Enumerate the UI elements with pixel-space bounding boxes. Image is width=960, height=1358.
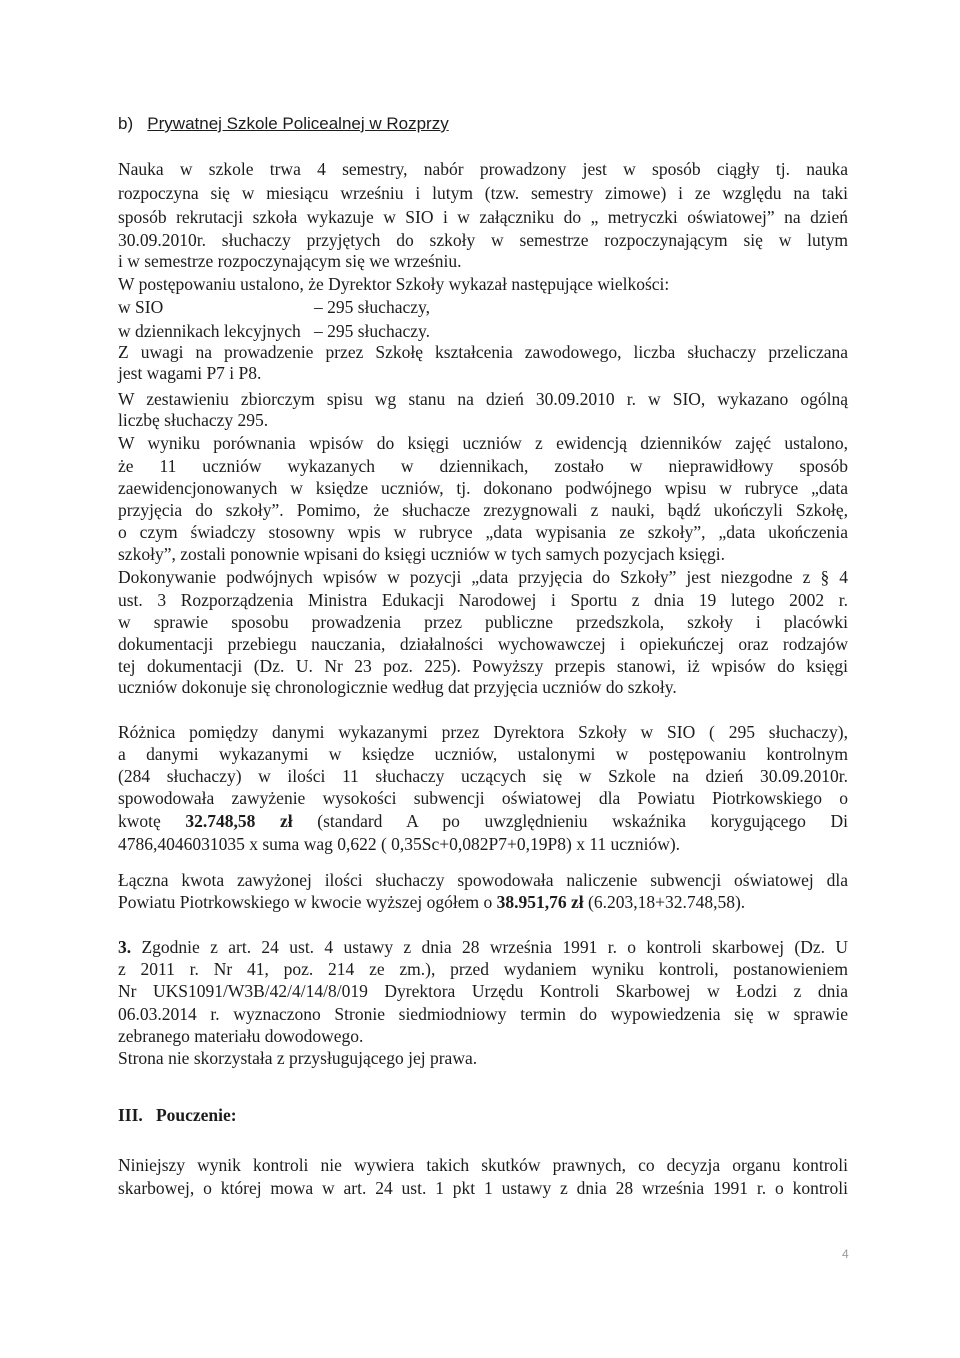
amount-bold: 32.748,58 zł <box>185 811 293 831</box>
section-iii-title: Pouczenie: <box>155 1105 237 1125</box>
paragraph-line: Łączna kwota zawyżonej ilości słuchaczy spowodowała naliczenie subwencji oświatowej dla <box>118 870 848 890</box>
paragraph-line: Nauka w szkole trwa 4 semestry, nabór prowadzony jest w sposób ciągły tj. nauka <box>118 159 848 179</box>
paragraph-line <box>118 810 848 832</box>
table-row <box>118 296 848 318</box>
page-number: 4 <box>842 1247 849 1261</box>
paragraph-line: skarbowej, o której mowa w art. 24 ust. 1 pkt 1 ustawy z dnia 28 września 1991 r. o kontroli <box>118 1178 848 1198</box>
paragraph-line: 4786,4046031035 x suma wag 0,622 ( 0,35Sc+0,082P7+0,19P8) x 11 uczniów). <box>118 834 681 854</box>
paragraph-line: dokumentacji przebiegu nauczania, działalności wychowawczej i opiekuńczej oraz rodzajów <box>118 634 848 654</box>
paragraph-line: a danymi wykazanymi w księdze uczniów, ustalonymi w postępowaniu kontrolnym <box>118 744 848 764</box>
section-iii-heading <box>118 1104 848 1126</box>
section-b-prefix: b) <box>118 114 134 133</box>
text-run: (6.203,18+32.748,58). <box>583 892 746 912</box>
paragraph-line: liczbę słuchaczy 295. <box>118 410 269 430</box>
paragraph-line: spowodowała zawyżenie wysokości subwencji oświatowej dla Powiatu Piotrkowskiego o <box>118 788 848 808</box>
paragraph-line: uczniów dokonuje się chronologicznie według dat przyjęcia uczniów do szkoły. <box>118 677 677 697</box>
paragraph-line: Dokonywanie podwójnych wpisów w pozycji „data przyjęcia do Szkoły” jest niezgodne z § 4 <box>118 567 848 587</box>
paragraph-line: przyjęcia do szkoły”. Pomimo, że słuchacze zrezygnowali z nauki, bądź ukończyli Szkołę, <box>118 500 848 520</box>
paragraph-line: szkoły”, zostali ponownie wpisani do księgi uczniów w tych samych pozycjach księgi. <box>118 544 726 564</box>
paragraph-line: jest wagami P7 i P8. <box>118 363 262 383</box>
table-label: w SIO <box>118 297 164 317</box>
paragraph-line: że 11 uczniów wykazanych w dziennikach, zostało w nieprawidłowy sposób <box>118 456 848 476</box>
paragraph-line: Strona nie skorzystała z przysługującego jej prawa. <box>118 1048 478 1068</box>
amount-bold: 38.951,76 zł <box>496 892 584 912</box>
section-b-heading <box>118 113 848 135</box>
paragraph-line: Z uwagi na prowadzenie przez Szkołę kształcenia zawodowego, liczba słuchaczy przeliczana <box>118 342 848 362</box>
paragraph-line: rozpoczyna się w miesiącu wrześniu i lutym (tzw. semestry zimowe) i ze względu na taki <box>118 183 848 203</box>
paragraph-line: (284 słuchaczy) w ilości 11 słuchaczy uczących się w Szkole na dzień 30.09.2010r. <box>118 766 848 786</box>
paragraph-line: i w semestrze rozpoczynającym się we wrześniu. <box>118 251 462 271</box>
table-value: – 295 słuchaczy, <box>314 297 430 317</box>
paragraph-line: w sprawie sposobu prowadzenia przez publiczne przedszkola, szkoły i placówki <box>118 612 848 632</box>
table-label: w dziennikach lekcyjnych <box>118 321 301 341</box>
section-b-title: Prywatnej Szkole Policealnej w Rozprzy <box>147 114 449 133</box>
paragraph-line: 30.09.2010r. słuchaczy przyjętych do szkoły w semestrze rozpoczynającym się w lutym <box>118 230 848 250</box>
point-number: 3. <box>118 937 132 957</box>
paragraph-line: z 2011 r. Nr 41, poz. 214 ze zm.), przed wydaniem wyniku kontroli, postanowieniem <box>118 959 848 979</box>
paragraph-line: 06.03.2014 r. wyznaczono Stronie siedmiodniowy termin do wypowiedzenia się w sprawie <box>118 1004 848 1024</box>
paragraph-line: Nr UKS1091/W3B/42/4/14/8/019 Dyrektora Urzędu Kontroli Skarbowej w Łodzi z dnia <box>118 981 848 1001</box>
table-row <box>118 320 848 342</box>
section-iii-number: III. <box>118 1105 143 1125</box>
paragraph-line: o czym świadczy stosowny wpis w rubryce „data wypisania ze szkoły”, „data ukończenia <box>118 522 848 542</box>
text-run: (standard A po uwzględnieniu wskaźnika korygującego Di <box>292 811 848 831</box>
paragraph-line: sposób rekrutacji szkoła wykazuje w SIO i w załączniku do „ metryczki oświatowej” na dzień <box>118 207 848 227</box>
paragraph-line: tej dokumentacji (Dz. U. Nr 23 poz. 225). Powyższy przepis stanowi, iż wpisów do księgi <box>118 656 848 676</box>
paragraph-line: Różnica pomiędzy danymi wykazanymi przez Dyrektora Szkoły w SIO ( 295 słuchaczy), <box>118 722 848 742</box>
paragraph-line <box>118 891 848 913</box>
paragraph-line: zebranego materiału dowodowego. <box>118 1026 364 1046</box>
paragraph-line: Niniejszy wynik kontroli nie wywiera takich skutków prawnych, co decyzja organu kontroli <box>118 1155 848 1175</box>
text-run: kwotę <box>118 811 186 831</box>
paragraph-line: zaewidencjonowanych w księdze uczniów, tj. dokonano podwójnego wpisu w rubrycе „data <box>118 478 848 498</box>
paragraph-line <box>118 936 848 958</box>
paragraph-line: W postępowaniu ustalono, że Dyrektor Szkoły wykazał następujące wielkości: <box>118 274 670 294</box>
table-value: – 295 słuchaczy. <box>314 321 430 341</box>
paragraph-line: W zestawieniu zbiorczym spisu wg stanu na dzień 30.09.2010 r. w SIO, wykazano ogólną <box>118 389 848 409</box>
text-run: Powiatu Piotrkowskiego w kwocie wyższej ogółem o <box>118 892 497 912</box>
paragraph-line: W wyniku porównania wpisów do księgi uczniów z ewidencją dzienników zajęć ustalono, <box>118 433 848 453</box>
paragraph-line: ust. 3 Rozporządzenia Ministra Edukacji Narodowej i Sportu z dnia 19 lutego 2002 r. <box>118 590 848 610</box>
text-run: Zgodnie z art. 24 ust. 4 ustawy z dnia 28 września 1991 r. o kontroli skarbowej (Dz. U <box>131 937 848 957</box>
